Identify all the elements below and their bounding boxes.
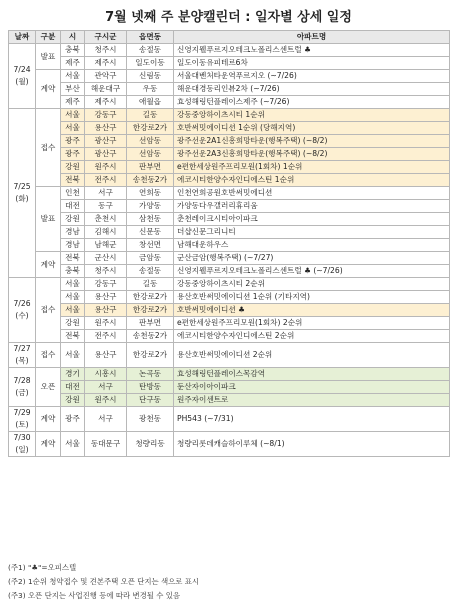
district-cell: 시흥시 (85, 368, 127, 381)
province-cell: 서울 (61, 70, 85, 83)
town-cell: 판부면 (127, 317, 174, 330)
header-town: 읍면동 (127, 31, 174, 44)
apartment-cell: 용산호반써밋에이디션 2순위 (174, 343, 450, 368)
apartment-cell: 호반써밋에이디션 ♣ (174, 304, 450, 317)
note-1: (주1) "♣"=오피스텔 (8, 563, 77, 572)
province-cell: 부산 (61, 83, 85, 96)
province-cell: 전북 (61, 330, 85, 343)
province-cell: 서울 (61, 343, 85, 368)
province-cell: 충북 (61, 265, 85, 278)
province-cell: 서울 (61, 291, 85, 304)
province-cell: 제주 (61, 96, 85, 109)
apartment-cell: 광주선운2A3신흥희망타운(행복주택) (~8/2) (174, 148, 450, 161)
town-cell: 한강로2가 (127, 304, 174, 317)
day-of-week: (토) (15, 420, 29, 429)
header-date: 날짜 (9, 31, 36, 44)
table-row (9, 291, 450, 304)
province-cell: 대전 (61, 200, 85, 213)
district-cell: 광산구 (85, 135, 127, 148)
table-row (9, 122, 450, 135)
town-cell: 청량리동 (127, 432, 174, 457)
date-value: 7/26 (13, 299, 31, 308)
table-row (9, 187, 450, 200)
table-row (9, 381, 450, 394)
province-cell: 전북 (61, 252, 85, 265)
table-row (9, 265, 450, 278)
notes (8, 561, 449, 603)
schedule-table (8, 30, 450, 457)
header-apartment: 아파트명 (174, 31, 450, 44)
table-row (9, 70, 450, 83)
date-cell (9, 343, 36, 368)
town-cell: 송천동2가 (127, 330, 174, 343)
apartment-cell: e편한세상원주프리모원(1회차) 1순위 (174, 161, 450, 174)
day-of-week: (화) (15, 194, 29, 203)
category-cell: 계약 (36, 407, 61, 432)
district-cell: 용산구 (85, 343, 127, 368)
province-cell: 대전 (61, 381, 85, 394)
day-of-week: (목) (15, 356, 29, 365)
province-cell: 충북 (61, 44, 85, 57)
district-cell: 동대문구 (85, 432, 127, 457)
apartment-cell: 호반써밋에이디션 1순위 (당해지역) (174, 122, 450, 135)
district-cell: 춘천시 (85, 213, 127, 226)
apartment-cell: 강동중앙하이츠시티 2순위 (174, 278, 450, 291)
province-cell: 경남 (61, 239, 85, 252)
category-cell: 계약 (36, 70, 61, 109)
district-cell: 전주시 (85, 330, 127, 343)
province-cell: 전북 (61, 174, 85, 187)
town-cell: 연희동 (127, 187, 174, 200)
apartment-cell: PH543 (~7/31) (174, 407, 450, 432)
province-cell: 인천 (61, 187, 85, 200)
table-row (9, 368, 450, 381)
town-cell: 길동 (127, 278, 174, 291)
day-of-week: (수) (15, 311, 29, 320)
district-cell: 동구 (85, 200, 127, 213)
province-cell: 서울 (61, 432, 85, 457)
table-row (9, 135, 450, 148)
table-row (9, 83, 450, 96)
district-cell: 광산구 (85, 148, 127, 161)
district-cell: 군산시 (85, 252, 127, 265)
province-cell: 제주 (61, 57, 85, 70)
apartment-cell: 용산호반써밋에이디션 1순위 (기타지역) (174, 291, 450, 304)
town-cell: 광천동 (127, 407, 174, 432)
town-cell: 송절동 (127, 265, 174, 278)
date-value: 7/27 (13, 344, 31, 353)
date-value: 7/28 (13, 376, 31, 385)
table-row (9, 96, 450, 109)
province-cell: 강원 (61, 317, 85, 330)
table-row (9, 304, 450, 317)
apartment-cell: 서울대벤처타운역푸르지오 (~7/26) (174, 70, 450, 83)
district-cell: 청주시 (85, 265, 127, 278)
town-cell: 송천동2가 (127, 174, 174, 187)
apartment-cell: 광주선운2A1신흥희망타운(행복주택) (~8/2) (174, 135, 450, 148)
apartment-cell: 더샵신문그리니티 (174, 226, 450, 239)
town-cell: 논곡동 (127, 368, 174, 381)
apartment-cell: 효성해링턴플레이스목감역 (174, 368, 450, 381)
town-cell: 신림동 (127, 70, 174, 83)
day-of-week: (일) (15, 445, 29, 454)
district-cell: 관악구 (85, 70, 127, 83)
table-row (9, 432, 450, 457)
table-row (9, 317, 450, 330)
district-cell: 서구 (85, 381, 127, 394)
town-cell: 단구동 (127, 394, 174, 407)
table-row (9, 109, 450, 122)
district-cell: 청주시 (85, 44, 127, 57)
province-cell: 강원 (61, 213, 85, 226)
table-row (9, 394, 450, 407)
day-of-week: (월) (15, 77, 29, 86)
province-cell: 서울 (61, 109, 85, 122)
apartment-cell: 춘천레이크시티아이파크 (174, 213, 450, 226)
town-cell: 금암동 (127, 252, 174, 265)
table-row (9, 200, 450, 213)
table-row (9, 278, 450, 291)
day-of-week: (금) (15, 388, 29, 397)
apartment-cell: 효성해링턴플레이스제주 (~7/26) (174, 96, 450, 109)
category-cell: 접수 (36, 278, 61, 343)
province-cell: 강원 (61, 161, 85, 174)
apartment-cell: 둔산자이아이파크 (174, 381, 450, 394)
date-cell (9, 44, 36, 109)
district-cell: 김해시 (85, 226, 127, 239)
date-value: 7/30 (13, 433, 31, 442)
category-cell: 발표 (36, 44, 61, 70)
district-cell: 해운대구 (85, 83, 127, 96)
province-cell: 서울 (61, 304, 85, 317)
province-cell: 경남 (61, 226, 85, 239)
table-row (9, 57, 450, 70)
note-2: (주2) 1순위 청약접수 및 견본주택 오픈 단지는 색으로 표시 (8, 577, 200, 586)
table-row (9, 407, 450, 432)
province-cell: 광주 (61, 407, 85, 432)
apartment-cell: 가양동다우갤러리휴리움 (174, 200, 450, 213)
table-row (9, 252, 450, 265)
date-cell (9, 407, 36, 432)
note-3: (주3) 오픈 단지는 사업진행 등에 따라 변경될 수 있음 (8, 591, 181, 600)
district-cell: 전주시 (85, 174, 127, 187)
district-cell: 제주시 (85, 57, 127, 70)
province-cell: 강원 (61, 394, 85, 407)
apartment-cell: 군산금암(행복주택) (~7/27) (174, 252, 450, 265)
district-cell: 강동구 (85, 109, 127, 122)
district-cell: 용산구 (85, 291, 127, 304)
table-row (9, 148, 450, 161)
town-cell: 가양동 (127, 200, 174, 213)
category-cell: 계약 (36, 252, 61, 278)
table-header-row (9, 31, 450, 44)
town-cell: 한강로2가 (127, 291, 174, 304)
apartment-cell: 강동중앙하이츠시티 1순위 (174, 109, 450, 122)
town-cell: 길동 (127, 109, 174, 122)
header-category: 구분 (36, 31, 61, 44)
town-cell: 선암동 (127, 135, 174, 148)
province-cell: 경기 (61, 368, 85, 381)
province-cell: 서울 (61, 122, 85, 135)
town-cell: 애월읍 (127, 96, 174, 109)
header-province: 시 (61, 31, 85, 44)
town-cell: 신문동 (127, 226, 174, 239)
district-cell: 서구 (85, 407, 127, 432)
apartment-cell: 에코시티한양수자인디에스틴 1순위 (174, 174, 450, 187)
apartment-cell: 에코시티한양수자인디에스틴 2순위 (174, 330, 450, 343)
date-value: 7/25 (13, 182, 31, 191)
town-cell: 일도이동 (127, 57, 174, 70)
district-cell: 원주시 (85, 161, 127, 174)
apartment-cell: 일도이동유피테르6차 (174, 57, 450, 70)
apartment-cell: 남해대운하우스 (174, 239, 450, 252)
table-body (9, 44, 450, 457)
province-cell: 서울 (61, 278, 85, 291)
apartment-cell: e편한세상원주프리모원(1회차) 2순위 (174, 317, 450, 330)
town-cell: 탄방동 (127, 381, 174, 394)
town-cell: 한강로2가 (127, 122, 174, 135)
date-cell (9, 432, 36, 457)
district-cell: 용산구 (85, 304, 127, 317)
header-district: 구시군 (85, 31, 127, 44)
district-cell: 남해군 (85, 239, 127, 252)
province-cell: 광주 (61, 148, 85, 161)
apartment-cell: 신영지웰푸르지오테크노폴리스센트럴 ♣ (~7/26) (174, 265, 450, 278)
district-cell: 원주시 (85, 317, 127, 330)
date-value: 7/24 (13, 65, 31, 74)
district-cell: 강동구 (85, 278, 127, 291)
table-row (9, 239, 450, 252)
town-cell: 한강로2가 (127, 343, 174, 368)
table-row (9, 213, 450, 226)
page-title: 7월 넷째 주 분양캘린더 : 일자별 상세 일정 (105, 10, 352, 25)
district-cell: 용산구 (85, 122, 127, 135)
category-cell: 접수 (36, 109, 61, 187)
apartment-cell: 해운대경동리인뷰2차 (~7/26) (174, 83, 450, 96)
apartment-cell: 신영지웰푸르지오테크노폴리스센트럴 ♣ (174, 44, 450, 57)
category-cell: 계약 (36, 432, 61, 457)
table-row (9, 226, 450, 239)
town-cell: 판부면 (127, 161, 174, 174)
table-row (9, 44, 450, 57)
town-cell: 송절동 (127, 44, 174, 57)
town-cell: 선암동 (127, 148, 174, 161)
date-cell (9, 278, 36, 343)
town-cell: 삼천동 (127, 213, 174, 226)
town-cell: 우동 (127, 83, 174, 96)
table-row (9, 343, 450, 368)
apartment-cell: 청량리롯데캐슬하이루체 (~8/1) (174, 432, 450, 457)
date-value: 7/29 (13, 408, 31, 417)
town-cell: 창선면 (127, 239, 174, 252)
province-cell: 광주 (61, 135, 85, 148)
table-row (9, 161, 450, 174)
apartment-cell: 인천연희공원호반써밋에디션 (174, 187, 450, 200)
category-cell: 발표 (36, 187, 61, 252)
district-cell: 제주시 (85, 96, 127, 109)
table-row (9, 174, 450, 187)
district-cell: 원주시 (85, 394, 127, 407)
apartment-cell: 원주자이센트로 (174, 394, 450, 407)
category-cell: 접수 (36, 343, 61, 368)
category-cell: 오픈 (36, 368, 61, 407)
date-cell (9, 109, 36, 278)
table-row (9, 330, 450, 343)
district-cell: 서구 (85, 187, 127, 200)
date-cell (9, 368, 36, 407)
